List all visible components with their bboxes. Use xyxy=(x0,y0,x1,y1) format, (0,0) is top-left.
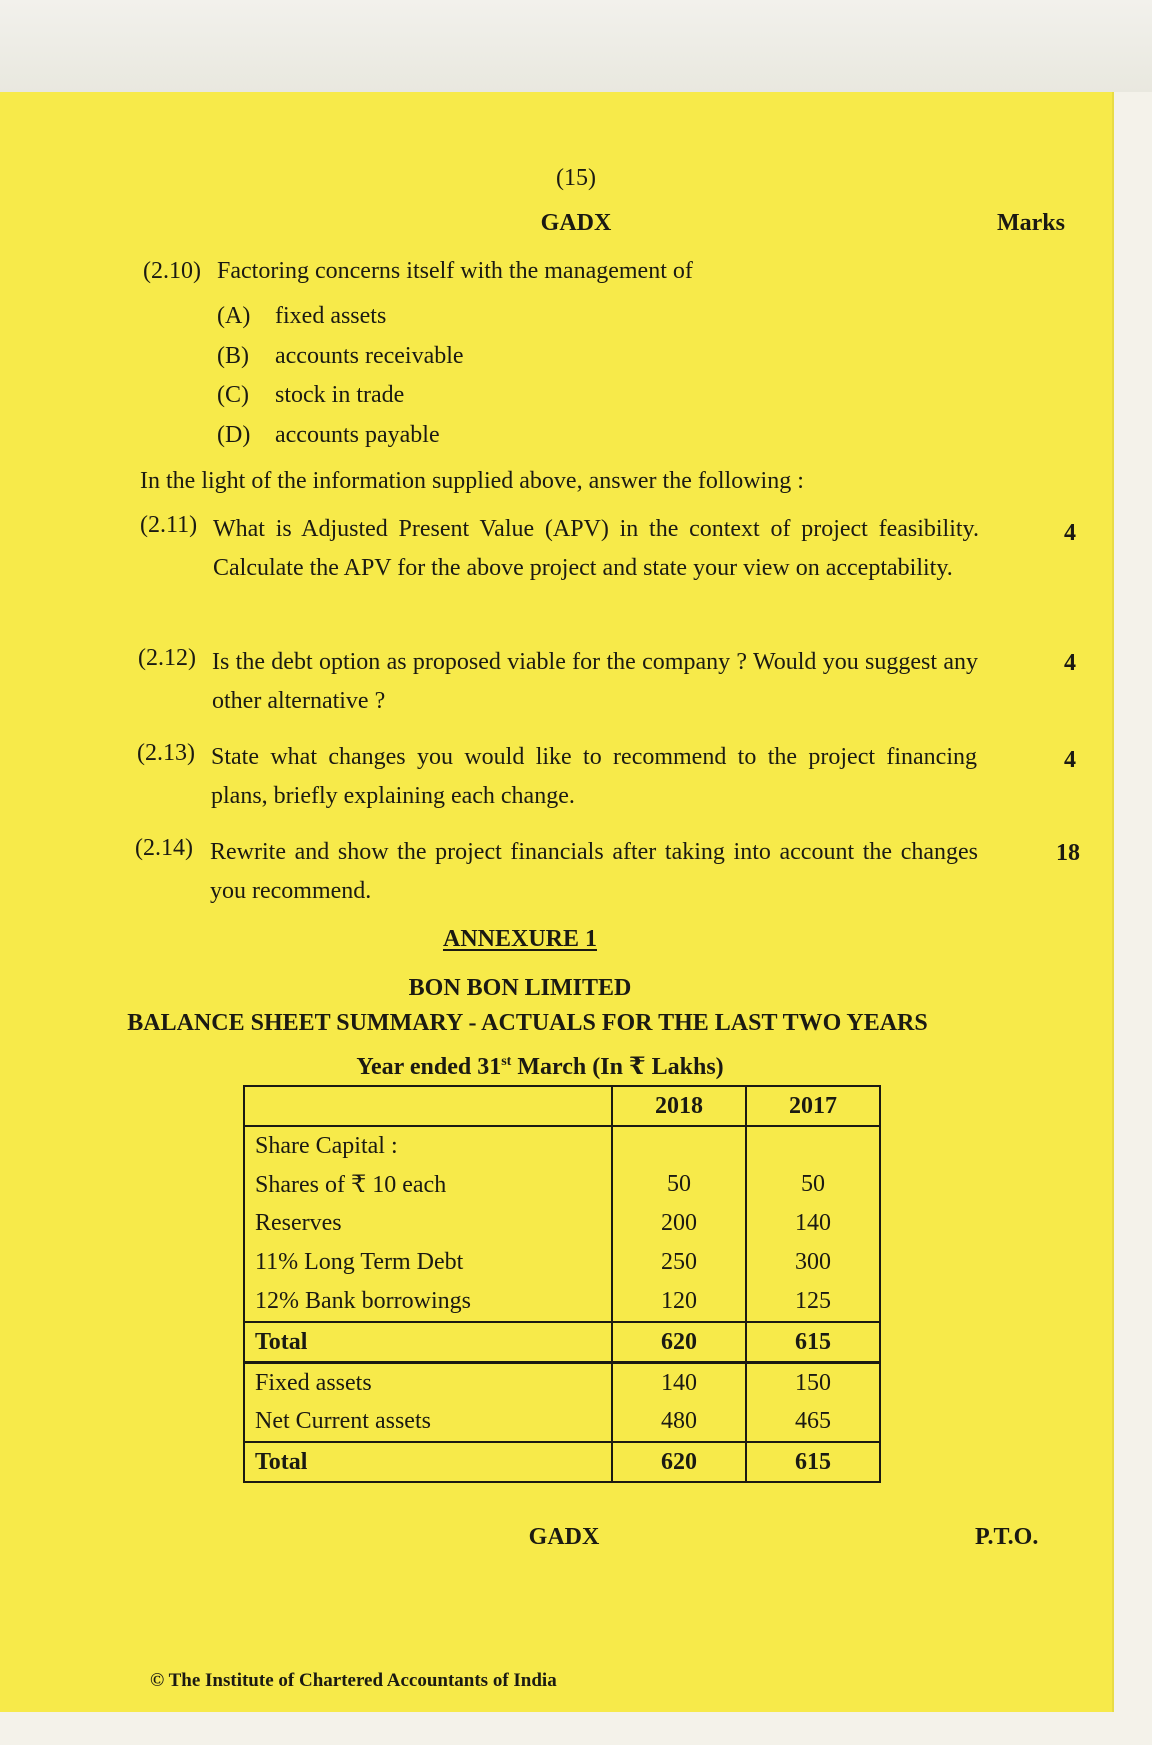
value-2018: 200 xyxy=(612,1204,746,1243)
marks-column-label: Marks xyxy=(997,210,1065,236)
pto-label: P.T.O. xyxy=(975,1524,1039,1550)
value-2017: 615 xyxy=(746,1442,880,1482)
period-line: Year ended 31st March (In ₹ Lakhs) xyxy=(356,1054,724,1080)
question-text: What is Adjusted Present Value (APV) in the context of project feasibility. Calculate the APV for the above project and state your view on acceptability. xyxy=(213,516,979,581)
value-2017: 125 xyxy=(746,1282,880,1322)
section-heading-cell: Share Capital : xyxy=(244,1126,612,1165)
value-2018: 480 xyxy=(612,1402,746,1442)
question-marks: 4 xyxy=(1064,747,1076,773)
row-label: Reserves xyxy=(244,1204,612,1243)
value-2018: 620 xyxy=(612,1322,746,1363)
value-2018: 140 xyxy=(612,1363,746,1403)
value-2017: 300 xyxy=(746,1243,880,1282)
table-row xyxy=(244,1363,880,1403)
row-label: Total xyxy=(244,1442,612,1482)
value-2018: 50 xyxy=(612,1165,746,1204)
option-key: (D) xyxy=(217,422,251,448)
row-label: Fixed assets xyxy=(244,1363,612,1403)
balance-sheet-heading: BALANCE SHEET SUMMARY - ACTUALS FOR THE LAST TWO YEARS xyxy=(127,1010,928,1036)
row-label: Net Current assets xyxy=(244,1402,612,1442)
option-key: (B) xyxy=(217,343,249,369)
table-row xyxy=(244,1243,880,1282)
annexure-title: ANNEXURE 1 xyxy=(442,926,597,952)
total-row xyxy=(244,1442,880,1482)
value-2017: 465 xyxy=(746,1402,880,1442)
option-key: (C) xyxy=(217,382,249,408)
question-number: (2.12) xyxy=(138,645,196,671)
page-number: (15) xyxy=(556,165,596,191)
total-row xyxy=(244,1322,880,1363)
question-marks: 18 xyxy=(1056,840,1080,866)
table-row xyxy=(244,1282,880,1322)
question-number: (2.13) xyxy=(137,740,195,766)
option-text: fixed assets xyxy=(275,303,387,329)
question-text: Is the debt option as proposed viable for the company ? Would you suggest any other alternative ? xyxy=(212,649,978,714)
scan-top-margin xyxy=(0,0,1152,92)
row-label: 11% Long Term Debt xyxy=(244,1243,612,1282)
value-2018: 120 xyxy=(612,1282,746,1322)
table-row xyxy=(244,1402,880,1442)
header-cell: 2017 xyxy=(746,1086,880,1126)
question-marks: 4 xyxy=(1064,650,1076,676)
value-2018: 250 xyxy=(612,1243,746,1282)
value-2017: 140 xyxy=(746,1204,880,1243)
copyright-notice: © The Institute of Chartered Accountants of India xyxy=(150,1670,557,1691)
value-2017: 150 xyxy=(746,1363,880,1403)
option-key: (A) xyxy=(217,303,251,329)
table-row xyxy=(244,1204,880,1243)
question-number: (2.14) xyxy=(135,835,193,861)
company-name: BON BON LIMITED xyxy=(408,975,632,1001)
value-2017: 50 xyxy=(746,1165,880,1204)
question-text: State what changes you would like to recommend to the project financing plans, briefly explaining each change. xyxy=(211,744,977,809)
question-number: (2.10) xyxy=(143,258,201,284)
row-label: 12% Bank borrowings xyxy=(244,1282,612,1322)
balance-sheet-table xyxy=(243,1085,881,1483)
question-text: Rewrite and show the project financials after taking into account the changes you recommend. xyxy=(210,839,978,904)
value-2017: 615 xyxy=(746,1322,880,1363)
value-2018: 620 xyxy=(612,1442,746,1482)
row-label: Shares of ₹ 10 each xyxy=(244,1165,612,1204)
option-text: accounts receivable xyxy=(275,343,464,369)
paper-code: GADX xyxy=(540,210,612,236)
question-marks: 4 xyxy=(1064,520,1076,546)
table-row xyxy=(244,1126,880,1165)
instruction-text: In the light of the information supplied above, answer the following : xyxy=(140,468,804,494)
table-row xyxy=(244,1165,880,1204)
row-label: Total xyxy=(244,1322,612,1363)
option-text: stock in trade xyxy=(275,382,405,408)
question-number: (2.11) xyxy=(140,512,198,538)
header-cell xyxy=(244,1086,612,1126)
option-text: accounts payable xyxy=(275,422,440,448)
header-cell: 2018 xyxy=(612,1086,746,1126)
question-text: Factoring concerns itself with the management of xyxy=(217,258,693,284)
footer-paper-code: GADX xyxy=(528,1524,600,1550)
table-header-row xyxy=(244,1086,880,1126)
